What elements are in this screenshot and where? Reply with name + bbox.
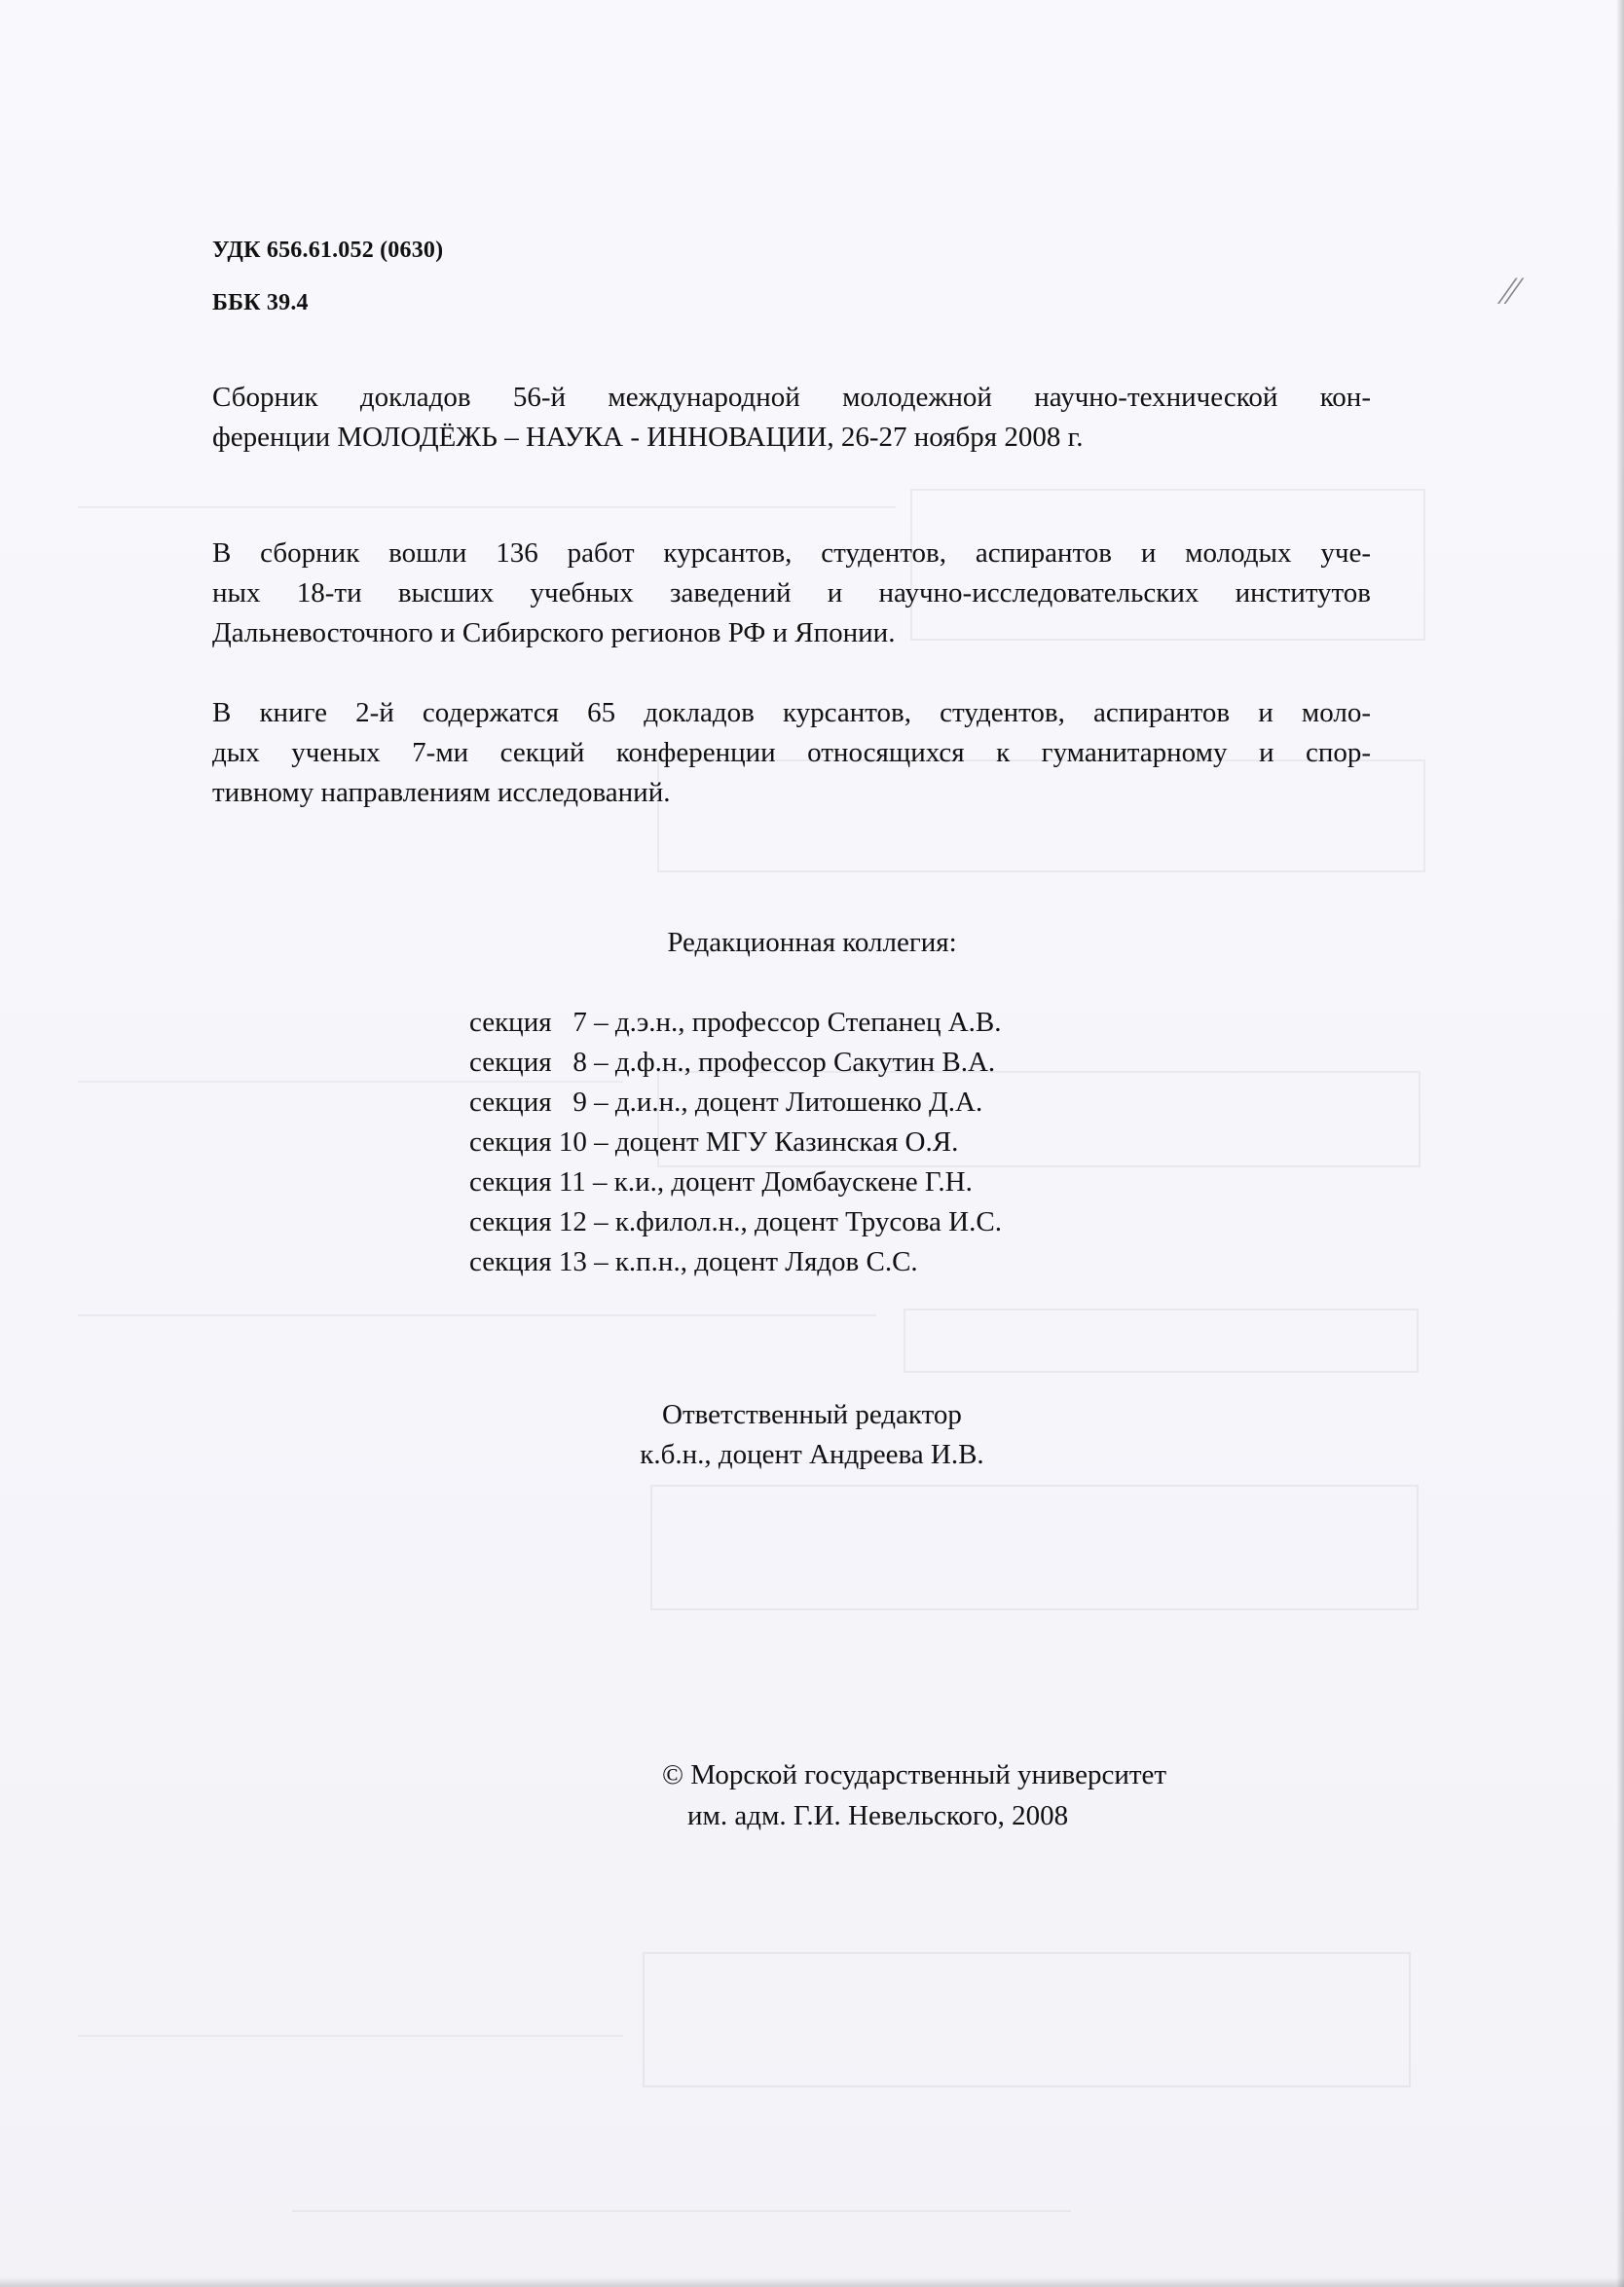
bleed-through-line-1 xyxy=(78,506,896,508)
copyright-line: © Морской государственный университет xyxy=(662,1759,1167,1790)
paragraph-line: ференции МОЛОДЁЖЬ – НАУКА - ИННОВАЦИИ, 26-27 ноября 2008 г. xyxy=(212,422,1084,453)
board-member: секция 13 – к.п.н., доцент Лядов С.С. xyxy=(469,1246,918,1277)
bleed-through-table-6 xyxy=(643,1952,1411,2087)
editorial-board-list xyxy=(469,1003,1002,1282)
scan-edge-bottom xyxy=(0,2277,1624,2287)
scan-edge-right xyxy=(1616,0,1624,2287)
copyright-line: им. адм. Г.И. Невельского, 2008 xyxy=(687,1800,1069,1831)
paragraph-book-contents xyxy=(212,693,1371,813)
responsible-editor xyxy=(0,1395,1624,1475)
bleed-through-table-5 xyxy=(650,1485,1419,1610)
bleed-through-line-3 xyxy=(78,1314,876,1316)
paragraph-line: ных 18-ти высших учебных заведений и научно-исследовательских институтов xyxy=(212,577,1371,609)
paragraph-line: В сборник вошли 136 работ курсантов, студентов, аспирантов и молодых уче- xyxy=(212,537,1371,569)
paragraph-line: В книге 2-й содержатся 65 докладов курсантов, студентов, аспирантов и моло- xyxy=(212,697,1371,728)
paragraph-collection xyxy=(212,534,1371,653)
paragraph-line: тивному направлениям исследований. xyxy=(212,777,671,808)
board-member: секция 8 – д.ф.н., профессор Сакутин В.А. xyxy=(469,1047,996,1078)
editor-name: к.б.н., доцент Андреева И.В. xyxy=(640,1439,984,1470)
board-member: секция 10 – доцент МГУ Казинская О.Я. xyxy=(469,1126,959,1158)
editorial-board-title: Редакционная коллегия: xyxy=(667,927,957,958)
paragraph-line: дых ученых 7-ми секций конференции относящихся к гуманитарному и спор- xyxy=(212,737,1371,768)
udk-code: УДК 656.61.052 (0630) xyxy=(212,238,444,263)
board-member: секция 11 – к.и., доцент Домбаускене Г.Н. xyxy=(469,1166,973,1198)
bleed-through-table-4 xyxy=(904,1309,1419,1373)
editor-role: Ответственный редактор xyxy=(662,1399,962,1430)
paragraph-conference xyxy=(212,378,1371,458)
paragraph-line: Сборник докладов 56-й международной молодежной научно-технической кон- xyxy=(212,382,1371,413)
paragraph-line: Дальневосточного и Сибирского регионов РФ и Японии. xyxy=(212,617,896,648)
board-member: секция 7 – д.э.н., профессор Степанец А.В. xyxy=(469,1007,1002,1038)
board-member: секция 12 – к.филол.н., доцент Трусова И.С. xyxy=(469,1206,1002,1237)
bleed-through-line-4 xyxy=(78,2035,623,2037)
board-member: секция 9 – д.и.н., доцент Литошенко Д.А. xyxy=(469,1087,983,1118)
bleed-through-line-5 xyxy=(292,2210,1071,2212)
copyright-block xyxy=(662,1754,1166,1836)
handwritten-mark: ⁄⁄ xyxy=(1504,269,1518,313)
bbk-code: ББК 39.4 xyxy=(212,290,309,315)
